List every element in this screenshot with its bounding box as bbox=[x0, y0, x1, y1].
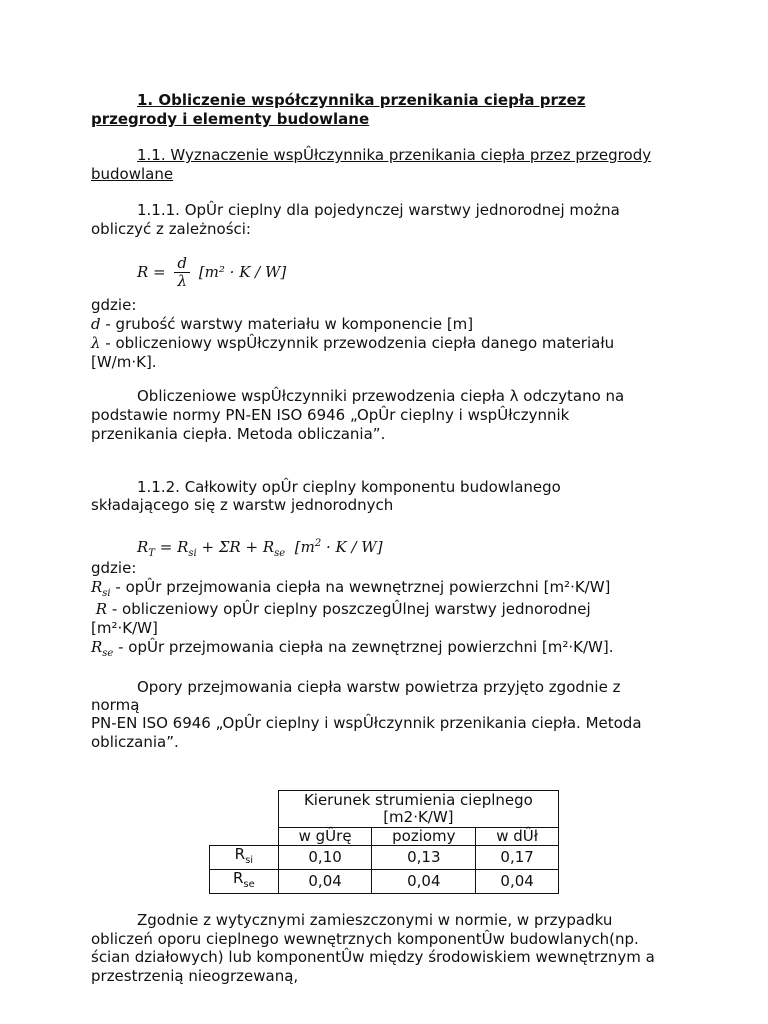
section-1-heading: 1. Obliczenie współczynnika przenikania ciepła przez bbox=[137, 91, 586, 109]
def-rse: $R_{se}$ - opÛr przejmowania ciepła na zewnętrznej powierzchni [m²·K/W]. bbox=[91, 638, 614, 659]
col-header: w gÛrę bbox=[278, 828, 372, 846]
section-1-1-2-text: 1.1.2. Całkowity opÛr cieplny komponentu budowlanego bbox=[137, 478, 561, 496]
table-header-row bbox=[210, 791, 559, 828]
table-row bbox=[210, 846, 559, 870]
section-1-1-1-text-cont: obliczyć z zależności: bbox=[91, 220, 251, 238]
def-r: R - obliczeniowy opÛr cieplny poszczegÛlnej warstwy jednorodnej bbox=[91, 600, 591, 618]
para-1-line-3: przenikania ciepła. Metoda obliczania”. bbox=[91, 425, 386, 443]
table-cell: 0,10 bbox=[278, 846, 372, 870]
def-lambda: λ - obliczeniowy wspÛłczynnik przewodzenia ciepła danego materiału bbox=[91, 334, 615, 352]
section-1-1-heading-cont: budowlane bbox=[91, 165, 174, 183]
section-1-heading-cont: przegrody i elementy budowlane bbox=[91, 110, 370, 128]
para-1-line-2: podstawie normy PN-EN ISO 6946 „OpÛr cieplny i wspÛłczynnik bbox=[91, 406, 570, 424]
formula-total-resistance: $R_T = R_{si} + \Sigma R + R_{se}$ $[m^2 \cdot K / W]$ bbox=[137, 538, 383, 559]
table-header-cell: Kierunek strumienia cieplnego [m2·K/W] bbox=[278, 791, 558, 828]
gdzie-label: gdzie: bbox=[91, 296, 137, 314]
para-3-line-4: przestrzenią nieogrzewaną, bbox=[91, 967, 299, 985]
para-3-line-1: Zgodnie z wytycznymi zamieszczonymi w normie, w przypadku bbox=[137, 911, 613, 929]
def-r-unit: [m²·K/W] bbox=[91, 619, 158, 637]
gdzie-label-2: gdzie: bbox=[91, 559, 137, 577]
para-2-line-2: normą bbox=[91, 696, 140, 714]
para-2-line-4: obliczania”. bbox=[91, 733, 179, 751]
col-header: w dÛł bbox=[476, 828, 559, 846]
section-1-1-heading: 1.1. Wyznaczenie wspÛłczynnika przenikania ciepła przez przegrody bbox=[137, 146, 652, 164]
para-3-line-3: ścian działowych) lub komponentÛw między środowiskiem wewnętrznym a bbox=[91, 948, 655, 966]
table-cell: 0,17 bbox=[476, 846, 559, 870]
table-cell: 0,04 bbox=[476, 870, 559, 894]
para-2-line-3: PN-EN ISO 6946 „OpÛr cieplny i wspÛłczynnik przenikania ciepła. Metoda bbox=[91, 714, 642, 732]
surface-resistance-table bbox=[209, 790, 559, 894]
def-rsi: $R_{si}$ - opÛr przejmowania ciepła na wewnętrznej powierzchni [m²·K/W] bbox=[91, 578, 611, 599]
def-lambda-unit: [W/m·K]. bbox=[91, 353, 157, 371]
table-cell: 0,04 bbox=[278, 870, 372, 894]
para-2-line-1: Opory przejmowania ciepła warstw powietrza przyjęto zgodnie z bbox=[137, 678, 621, 696]
section-1-1-1-text: 1.1.1. OpÛr cieplny dla pojedynczej warstwy jednorodnej można bbox=[137, 201, 620, 219]
row-label: $R_{si}$ bbox=[210, 846, 279, 870]
para-3-line-2: obliczeń oporu cieplnego wewnętrznych komponentÛw budowlanych(np. bbox=[91, 930, 639, 948]
section-1-1-2-text-cont: składającego się z warstw jednorodnych bbox=[91, 496, 394, 514]
table-cols-row bbox=[210, 828, 559, 846]
row-label: $R_{se}$ bbox=[210, 870, 279, 894]
def-d: d - grubość warstwy materiału w komponencie [m] bbox=[91, 315, 474, 333]
formula-resistance: R = $\frac{d}{\lambda}$ [m² · K / W] bbox=[137, 254, 287, 290]
table-row bbox=[210, 870, 559, 894]
col-header: poziomy bbox=[372, 828, 476, 846]
table-cell: 0,04 bbox=[372, 870, 476, 894]
table-cell: 0,13 bbox=[372, 846, 476, 870]
para-1-line-1: Obliczeniowe wspÛłczynniki przewodzenia ciepła λ odczytano na bbox=[137, 387, 625, 405]
